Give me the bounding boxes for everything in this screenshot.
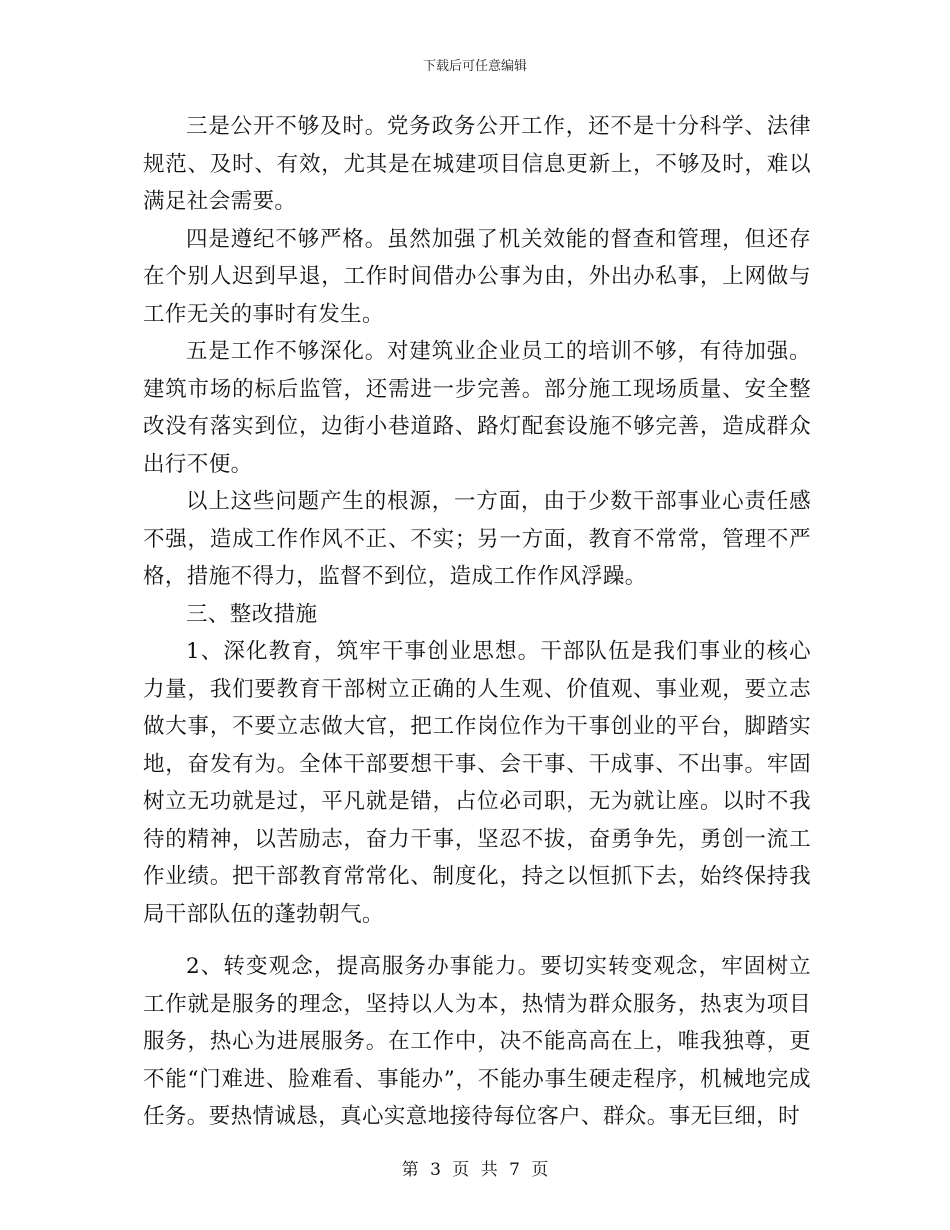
paragraph-point-five: 五是工作不够深化。对建筑业企业员工的培训不够，有待加强。建筑市场的标后监管，还需进一步完善。部分施工现场质量、安全整改没有落实到位，边街小巷道路、路灯配套设施不够完善，造成群众出行不便。 bbox=[143, 339, 811, 477]
paragraph-measure-two: 2、转变观念，提高服务办事能力。要切实转变观念，牢固树立工作就是服务的理念，坚持以人为本，热情为群众服务，热衷为项目服务，热心为进展服务。在工作中，决不能高高在上，唯我独尊，更不能“门难进、脸难看、事能办”，不能办事生硬走程序，机械地完成任务。要热情诚恳，真心实意地接待每位客户、群众。事无巨细，时 bbox=[143, 954, 811, 1129]
paragraph-point-three: 三是公开不够及时。党务政务公开工作，还不是十分科学、法律规范、及时、有效，尤其是在城建项目信息更新上，不够及时，难以满足社会需要。 bbox=[143, 114, 811, 214]
section-heading-measures: 三、整改措施 bbox=[186, 601, 318, 627]
page-footer: 第 3 页 共 7 页 bbox=[401, 1160, 549, 1180]
page-header: 下载后可任意编辑 bbox=[422, 59, 527, 74]
paragraph-root-cause: 以上这些问题产生的根源，一方面，由于少数干部事业心责任感不强，造成工作作风不正、不实；另一方面，教育不常常，管理不严格，措施不得力，监督不到位，造成工作作风浮躁。 bbox=[143, 489, 811, 589]
paragraph-point-four: 四是遵纪不够严格。虽然加强了机关效能的督查和管理，但还存在个别人迟到早退，工作时间借办公事为由，外出办私事，上网做与工作无关的事时有发生。 bbox=[143, 226, 811, 327]
document-body bbox=[143, 108, 811, 1136]
paragraph-measure-one: 1、深化教育，筑牢干事创业思想。干部队伍是我们事业的核心力量，我们要教育干部树立正确的人生观、价值观、事业观，要立志做大事，不要立志做大官，把工作岗位作为干事创业的平台，脚踏实地，奋发有为。全体干部要想干事、会干事、干成事、不出事。牢固树立无功就是过，平凡就是错，占位必司职，无为就让座。以时不我待的精神，以苦励志，奋力干事，坚忍不拔，奋勇争先，勇创一流工作业绩。把干部教育常常化、制度化，持之以恒抓下去，始终保持我局干部队伍的蓬勃朝气。 bbox=[143, 639, 811, 927]
